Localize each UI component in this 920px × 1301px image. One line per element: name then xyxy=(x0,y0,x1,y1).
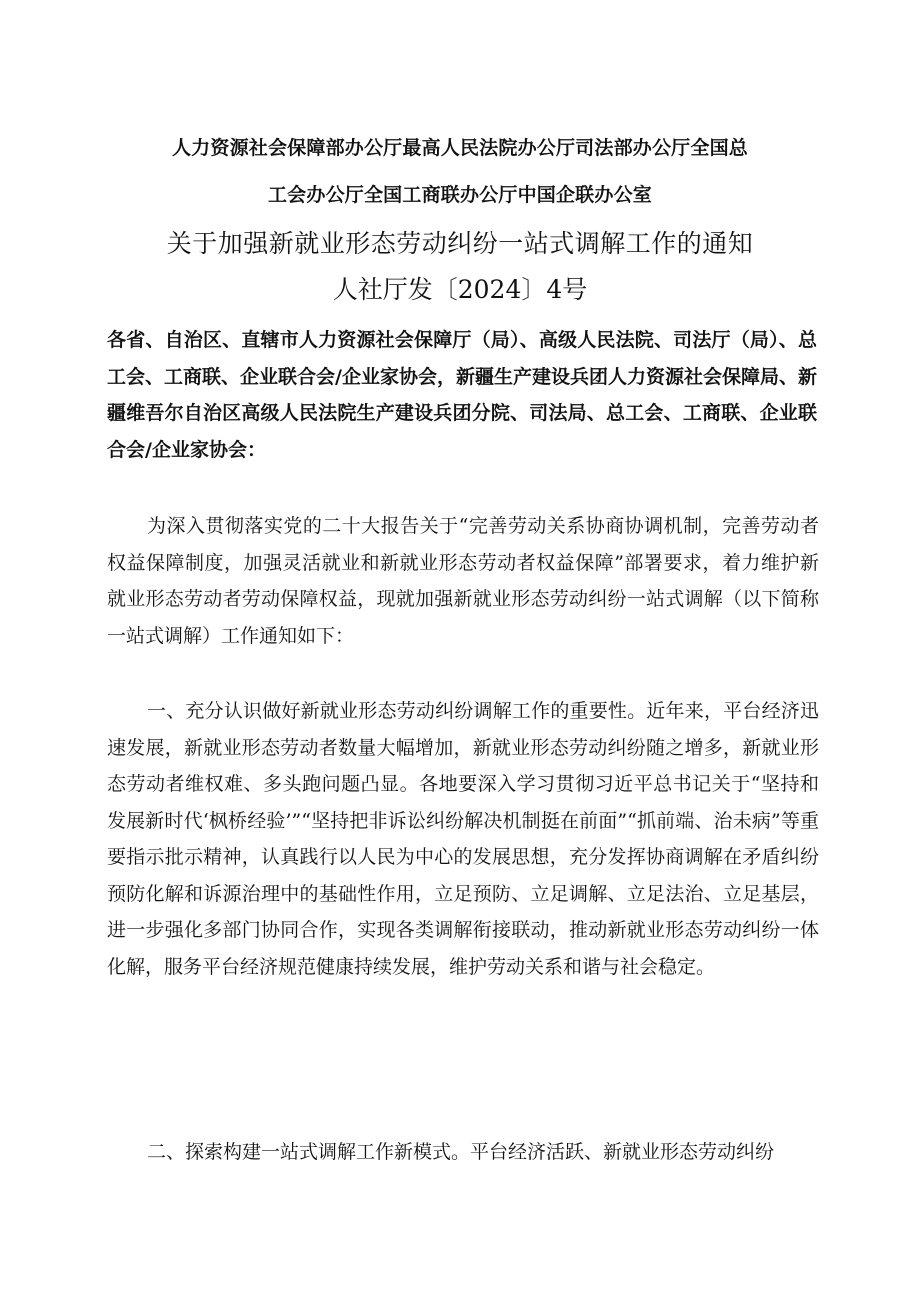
section-one-paragraph: 一、充分认识做好新就业形态劳动纠纷调解工作的重要性。近年来，平台经济迅速发展，新就业形态劳动者数量大幅增加，新就业形态劳动纠纷随之增多，新就业形态劳动者维权难、多头跑问题凸显。各地要深入学习贯彻习近平总书记关于“坚持和发展新时代‘枫桥经验’”“坚持把非诉讼纠纷解决机制挺在前面”“抓前端、治未病”等重要指示批示精神，认真践行以人民为中心的发展思想，充分发挥协商调解在矛盾纠纷预防化解和诉源治理中的基础性作用，立足预防、立足调解、立足法治、立足基层，进一步强化多部门协同合作，实现各类调解衔接联动，推动新就业形态劳动纠纷一体化解，服务平台经济规范健康持续发展，维护劳动关系和谐与社会稳定。 xyxy=(107,700,819,978)
addressee-paragraph: 各省、自治区、直辖市人力资源社会保障厅（局）、高级人民法院、司法厅（局）、总工会、工商联、企业联合会/企业家协会，新疆生产建设兵团人力资源社会保障局、新疆维吾尔自治区高级人民法院生产建设兵团分院、司法局、总工会、工商联、企业联合会/企业家协会： xyxy=(107,329,817,461)
document-title: 关于加强新就业形态劳动纠纷一站式调解工作的通知 xyxy=(166,229,754,258)
section-two-paragraph: 二、探索构建一站式调解工作新模式。平台经济活跃、新就业形态劳动纠纷 xyxy=(147,1141,775,1163)
issuer-line-2: 工会办公厅全国工商联办公厅中国企联办公室 xyxy=(267,184,652,206)
document-number: 人社厅发〔2024〕4号 xyxy=(332,275,588,304)
intro-paragraph: 为深入贯彻落实党的二十大报告关于“完善劳动关系协商协调机制，完善劳动者权益保障制度，加强灵活就业和新就业形态劳动者权益保障”部署要求，着力维护新就业形态劳动者劳动保障权益，现就加强新就业形态劳动纠纷一站式调解（以下简称一站式调解）工作通知如下： xyxy=(107,515,819,647)
issuer-line-1: 人力资源社会保障部办公厅最高人民法院办公厅司法部办公厅全国总 xyxy=(171,137,748,159)
